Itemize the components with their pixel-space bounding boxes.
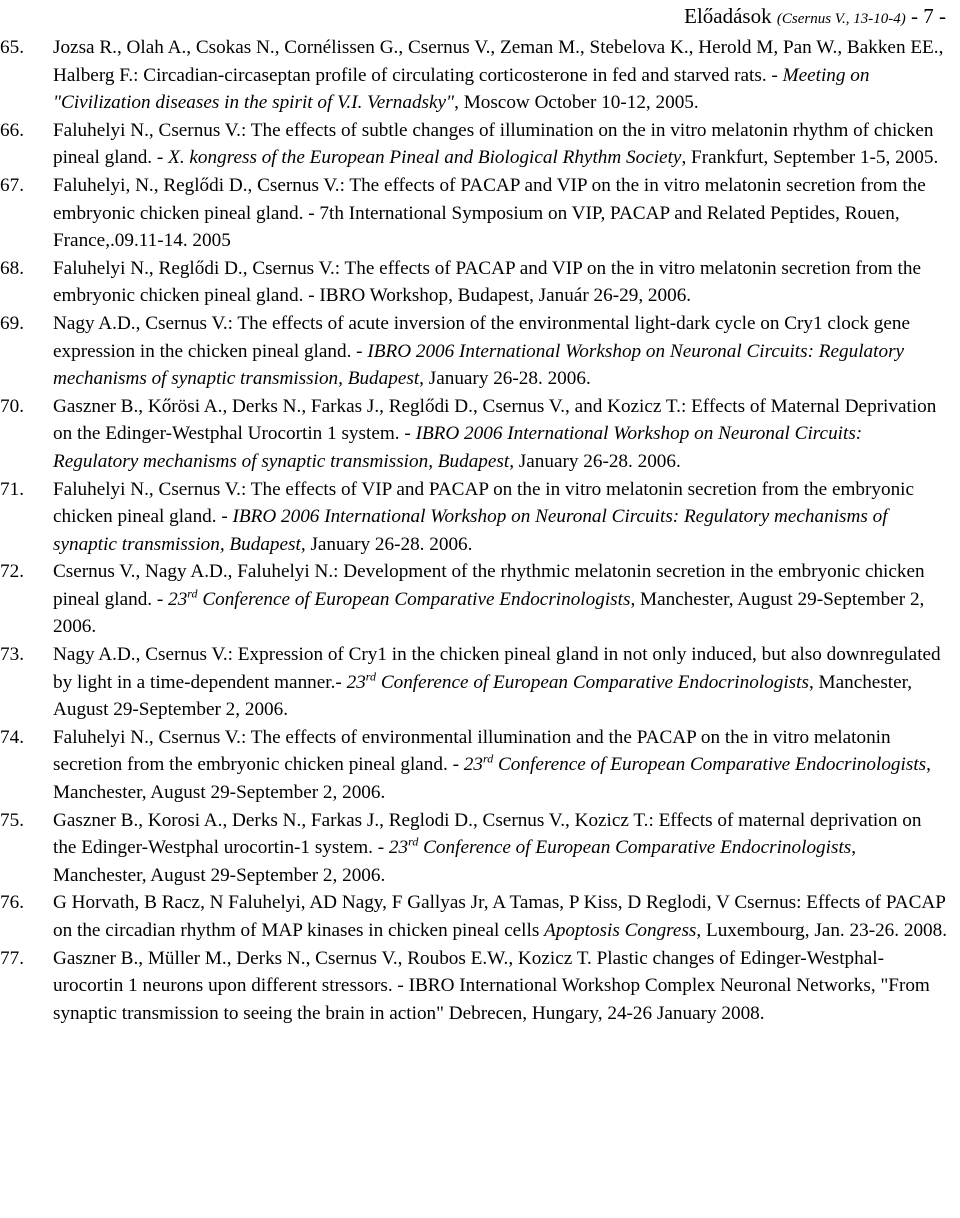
reference-number: 77. bbox=[0, 947, 24, 969]
reference-citation: Faluhelyi N., Reglődi D., Csernus V.: The effects of PACAP and VIP on the in vitro melatonin secretion from the embryonic chicken pineal gland. - IBRO Workshop, Budapest, Január 26-29, 2006. bbox=[53, 257, 921, 307]
reference-citation: Faluhelyi, N., Reglődi D., Csernus V.: The effects of PACAP and VIP on the in vitro melatonin secretion from the embryonic chicken pineal gland. - 7th International Symposium on VIP, PACAP and Related Peptides, Rouen, France,.09.11-14. 2005 bbox=[53, 174, 926, 252]
reference-entry bbox=[0, 945, 948, 1028]
reference-citation: Gaszner B., Korosi A., Derks N., Farkas J., Reglodi D., Csernus V., Kozicz T.: Effects of maternal deprivation on the Edinger-Westphal urocortin-1 system. - bbox=[53, 809, 922, 859]
reference-text bbox=[53, 889, 948, 944]
reference-citation: Nagy A.D., Csernus V.: Expression of Cry1 in the chicken pineal gland in not only induced, but also downregulated by light in a time-dependent manner.- bbox=[53, 644, 941, 693]
reference-number: 66. bbox=[0, 119, 24, 141]
reference-venue: 23 bbox=[346, 671, 366, 693]
reference-details: January 26-28. 2006. bbox=[423, 368, 591, 390]
reference-number: 65. bbox=[0, 37, 24, 58]
reference-entry bbox=[0, 117, 948, 172]
reference-citation: Nagy A.D., Csernus V.: The effects of acute inversion of the environmental light-dark cycle on Cry1 clock gene expression in the chicken pineal gland. - bbox=[53, 312, 910, 362]
ordinal-suffix: rd bbox=[187, 586, 198, 601]
reference-entry bbox=[0, 724, 948, 807]
reference-venue: Apoptosis Congress bbox=[544, 920, 697, 941]
reference-venue: Conference of European Comparative Endocrinologists bbox=[493, 754, 927, 776]
reference-details: , Manchester, August 29-September 2, 2006. bbox=[53, 588, 925, 638]
reference-entry bbox=[0, 34, 948, 117]
reference-number: 69. bbox=[0, 312, 24, 334]
ordinal-suffix: rd bbox=[365, 669, 377, 684]
reference-text bbox=[53, 945, 948, 1028]
ordinal-suffix: rd bbox=[482, 752, 494, 767]
reference-venue: X. kongress of the European Pineal and Biological Rhythm Society bbox=[168, 147, 682, 169]
reference-venue: Conference of European Comparative Endocrinologists bbox=[418, 837, 852, 859]
reference-venue: Conference of European Comparative Endocrinologists bbox=[197, 588, 631, 610]
reference-text bbox=[53, 255, 948, 310]
reference-number: 76. bbox=[0, 892, 24, 914]
reference-text bbox=[53, 34, 948, 117]
reference-entry bbox=[0, 558, 948, 641]
reference-details: , Manchester, August 29-September 2, 2006. bbox=[53, 754, 931, 804]
reference-details: , Manchester, August 29-September 2, 2006. bbox=[53, 671, 913, 721]
reference-details: January 26-28. 2006. bbox=[514, 450, 681, 472]
reference-details: , Frankfurt, September 1-5, 2005. bbox=[681, 147, 939, 169]
reference-venue: 23 bbox=[463, 754, 483, 776]
header-title: Előadások bbox=[684, 4, 772, 28]
reference-citation: Gaszner B., Kőrösi A., Derks N., Farkas J., Reglődi D., Csernus V., and Kozicz T.: Effects of Maternal Deprivation on the Edinger-Westphal Urocortin 1 system. - bbox=[53, 395, 937, 445]
reference-citation: Jozsa R., Olah A., Csokas N., Cornélissen G., Csernus V., Zeman M., Stebelova K., Herold M, Pan W., Bakken EE., Halberg F.: Circadian-circaseptan profile of circulating corticosterone in fed and starved rats. - bbox=[53, 37, 944, 86]
reference-number: 71. bbox=[0, 478, 24, 500]
reference-venue: Conference of European Comparative Endocrinologists bbox=[376, 671, 809, 693]
reference-citation: Csernus V., Nagy A.D., Faluhelyi N.: Development of the rhythmic melatonin secretion in the embryonic chicken pineal gland. - bbox=[53, 561, 925, 610]
header-subtitle: (Csernus V., 13-10-4) bbox=[776, 11, 906, 27]
reference-entry bbox=[0, 255, 948, 310]
reference-list bbox=[0, 34, 948, 1027]
reference-citation: Faluhelyi N., Csernus V.: The effects of environmental illumination and the PACAP on the in vitro melatonin secretion from the embryonic chicken pineal gland. - bbox=[53, 726, 891, 776]
reference-text bbox=[53, 117, 948, 172]
reference-venue: Meeting on "Civilization diseases in the spirit of V.I. Vernadsky" bbox=[53, 64, 870, 114]
reference-entry bbox=[0, 172, 948, 255]
reference-text bbox=[53, 641, 948, 724]
reference-entry bbox=[0, 393, 948, 476]
reference-text bbox=[53, 393, 948, 476]
reference-text bbox=[53, 558, 948, 641]
reference-number: 67. bbox=[0, 174, 24, 196]
reference-citation: Gaszner B., Müller M., Derks N., Csernus V., Roubos E.W., Kozicz T. Plastic changes of Edinger-Westphal-urocortin 1 neurons upon different stressors. - IBRO International Workshop Complex Neuronal Networks, "From synaptic transmission to seeing the brain in action" Debrecen, Hungary, 24-26 January 2008. bbox=[53, 947, 930, 1024]
reference-entry bbox=[0, 476, 948, 559]
reference-entry bbox=[0, 807, 948, 890]
reference-text bbox=[53, 476, 948, 559]
reference-citation: Faluhelyi N., Csernus V.: The effects of subtle changes of illumination on the in vitro melatonin rhythm of chicken pineal gland. - bbox=[53, 119, 934, 169]
reference-number: 72. bbox=[0, 561, 24, 583]
reference-venue: IBRO 2006 International Workshop on Neuronal Circuits: Regulatory mechanisms of synaptic transmission, Budapest, bbox=[53, 423, 863, 472]
reference-citation: Faluhelyi N., Csernus V.: The effects of VIP and PACAP on the in vitro melatonin secretion from the embryonic chicken pineal gland. - bbox=[53, 478, 915, 528]
reference-details: , Luxembourg, Jan. 23-26. 2008. bbox=[696, 920, 948, 941]
reference-text bbox=[53, 807, 948, 890]
reference-number: 73. bbox=[0, 644, 24, 666]
reference-entry bbox=[0, 889, 948, 944]
reference-venue: 23 bbox=[388, 837, 409, 859]
ordinal-suffix: rd bbox=[408, 834, 419, 849]
reference-citation: G Horvath, B Racz, N Faluhelyi, AD Nagy, F Gallyas Jr, A Tamas, P Kiss, D Reglodi, V Csernus: Effects of PACAP on the circadian rhythm of MAP kinases in chicken pineal cells bbox=[53, 892, 946, 941]
reference-number: 74. bbox=[0, 726, 24, 748]
reference-number: 70. bbox=[0, 395, 24, 417]
reference-entry bbox=[0, 641, 948, 724]
reference-text bbox=[53, 172, 948, 255]
reference-number: 68. bbox=[0, 257, 24, 279]
reference-venue: IBRO 2006 International Workshop on Neuronal Circuits: Regulatory mechanisms of synaptic transmission, Budapest, bbox=[53, 506, 888, 555]
reference-venue: IBRO 2006 International Workshop on Neuronal Circuits: Regulatory mechanisms of synaptic transmission, Budapest, bbox=[53, 340, 905, 390]
reference-text bbox=[53, 724, 948, 807]
reference-details: January 26-28. 2006. bbox=[305, 533, 473, 555]
reference-details: , Manchester, August 29-September 2, 2006. bbox=[53, 837, 857, 886]
page-number: - 7 - bbox=[911, 4, 946, 28]
reference-details: , Moscow October 10-12, 2005. bbox=[454, 92, 699, 114]
running-header bbox=[684, 4, 946, 31]
reference-number: 75. bbox=[0, 809, 24, 831]
reference-entry bbox=[0, 310, 948, 393]
reference-venue: 23 bbox=[168, 588, 188, 610]
reference-text bbox=[53, 310, 948, 393]
